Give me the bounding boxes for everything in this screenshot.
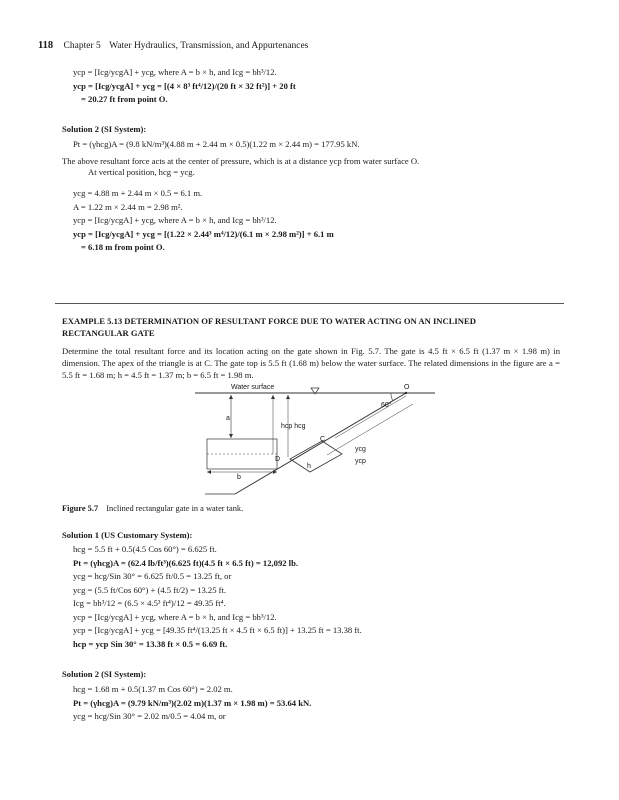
equation-result: = 20.27 ft from point O. — [81, 94, 168, 104]
example-title — [62, 315, 476, 339]
hcp-hcg-label: hcp hcg — [281, 423, 306, 430]
solution-2-si-equation: Pt = (γhcg)A = (9.8 kN/m³)(4.88 m + 2.44 m × 0.5)(1.22 m × 2.44 m) = 177.95 kN. — [73, 139, 360, 149]
dimension-b-label: b — [237, 474, 241, 481]
point-o-label: O — [404, 384, 410, 391]
equation-line: ycg = (5.5 ft/Cos 60°) + (4.5 ft/2) = 13.25 ft. — [73, 584, 227, 595]
equation-line: ycp = [Icg/ycgA] + ycg, where A = b × h, and Icg = bh³/12. — [73, 67, 277, 77]
equation-line: hcp = ycp Sin 30° = 13.38 ft × 0.5 = 6.69 ft. — [73, 638, 228, 649]
angle-label: 60° — [381, 402, 392, 409]
equation-line: ycg = hcg/Sin 30° = 6.625 ft/0.5 = 13.25 ft, or — [73, 571, 232, 581]
page-header — [38, 40, 308, 51]
solution-2b-heading: Solution 2 (SI System): — [62, 669, 147, 679]
equation-line: ycg = 4.88 m + 2.44 m × 0.5 = 6.1 m. — [73, 188, 203, 198]
equation-line: A = 1.22 m × 2.44 m = 2.98 m². — [73, 201, 183, 212]
ycp-label: ycp — [355, 458, 366, 465]
solution-1-heading: Solution 1 (US Customary System): — [62, 530, 193, 540]
top-equation-block — [73, 66, 296, 107]
equation-line: hcg = 5.5 ft + 0.5(4.5 Cos 60°) = 6.625 ft. — [73, 544, 217, 554]
equation-line: ycp = [Icg/ycgA] + ycg = [(4 × 8³ ft⁴/12)/(20 ft × 32 ft²)] + 20 ft — [73, 80, 296, 91]
figure-caption — [62, 504, 243, 513]
figure-caption-text: Inclined rectangular gate in a water tank. — [106, 504, 244, 513]
equation-line: hcg = 1.68 m + 0.5(1.37 m Cos 60°) = 2.02 m. — [73, 684, 233, 694]
dimension-a-label: a — [226, 415, 230, 422]
solution-2-si-heading: Solution 2 (SI System): — [62, 124, 147, 134]
equation-line: Pt = (γhcg)A = (62.4 lb/ft³)(6.625 ft)(4.5 ft × 6.5 ft) = 12,092 lb. — [73, 557, 298, 568]
equation-result: = 6.18 m from point O. — [81, 242, 165, 252]
example-title-line: EXAMPLE 5.13 DETERMINATION OF RESULTANT FORCE DUE TO WATER ACTING ON AN INCLINED — [62, 316, 476, 326]
equation-line: ycg = hcg/Sin 30° = 2.02 m/0.5 = 4.04 m, or — [73, 711, 226, 721]
si-equation-block — [73, 187, 334, 255]
example-title-line: RECTANGULAR GATE — [62, 328, 155, 338]
gate-projection-box — [207, 439, 277, 469]
equation-line: Icg = bh³/12 = (6.5 × 4.5³ ft⁴)/12 = 49.35 ft⁴. — [73, 598, 226, 608]
example-top-rule — [55, 303, 564, 304]
figure-caption-label: Figure 5.7 — [62, 504, 99, 513]
ycg-label: ycg — [355, 446, 366, 453]
chapter-label: Chapter 5 — [63, 41, 101, 51]
equation-line: ycp = [Icg/ycgA] + ycg = [49.35 ft⁴/(13.25 ft × 4.5 ft × 6.5 ft)] + 13.25 ft = 13.38 ft. — [73, 625, 362, 635]
chapter-title: Water Hydraulics, Transmission, and Appurtenances — [109, 41, 309, 51]
vertical-note: At vertical position, hcg = ycg. — [88, 167, 195, 177]
solution-1-block — [73, 543, 362, 651]
figure-5-7 — [195, 382, 445, 505]
equation-line: ycp = [Icg/ycgA] + ycg = [(1.22 × 2.44³ m⁴/12)/(6.1 m × 2.98 m²)] + 6.1 m — [73, 228, 334, 239]
dimension-h-label: h — [307, 463, 311, 470]
point-d-label: D — [275, 456, 281, 463]
resultant-note: The above resultant force acts at the center of pressure, which is at a distance ycp from water surface O. — [62, 156, 420, 166]
point-c-label: C — [320, 436, 326, 443]
equation-line: ycp = [Icg/ycgA] + ycg, where A = b × h, and Icg = bh³/12. — [73, 215, 277, 225]
water-surface-label: Water surface — [231, 384, 275, 391]
equation-line: Pt = (γhcg)A = (9.79 kN/m³)(2.02 m)(1.37 m × 1.98 m) = 53.64 kN. — [73, 697, 312, 708]
example-text: Determine the total resultant force and its location acting on the gate shown in Fig. 5.7. The gate is 4.5 ft × 6.5 ft (1.37 m × 1.98 m) in dimension. The apex of the triangle is at C. The gate top is 5.5 ft (1.68 m) below the water surface. The related dimensions in the figure are a = 5.5 ft = 1.68 m; h = 4.5 ft = 1.37 m; b = 6.5 ft = 1.98 m. — [62, 346, 560, 380]
page-number: 118 — [38, 40, 54, 51]
solution-2b-block — [73, 683, 311, 724]
equation-line: ycp = [Icg/ycgA] + ycg, where A = b × h, and Icg = bh³/12. — [73, 611, 277, 622]
